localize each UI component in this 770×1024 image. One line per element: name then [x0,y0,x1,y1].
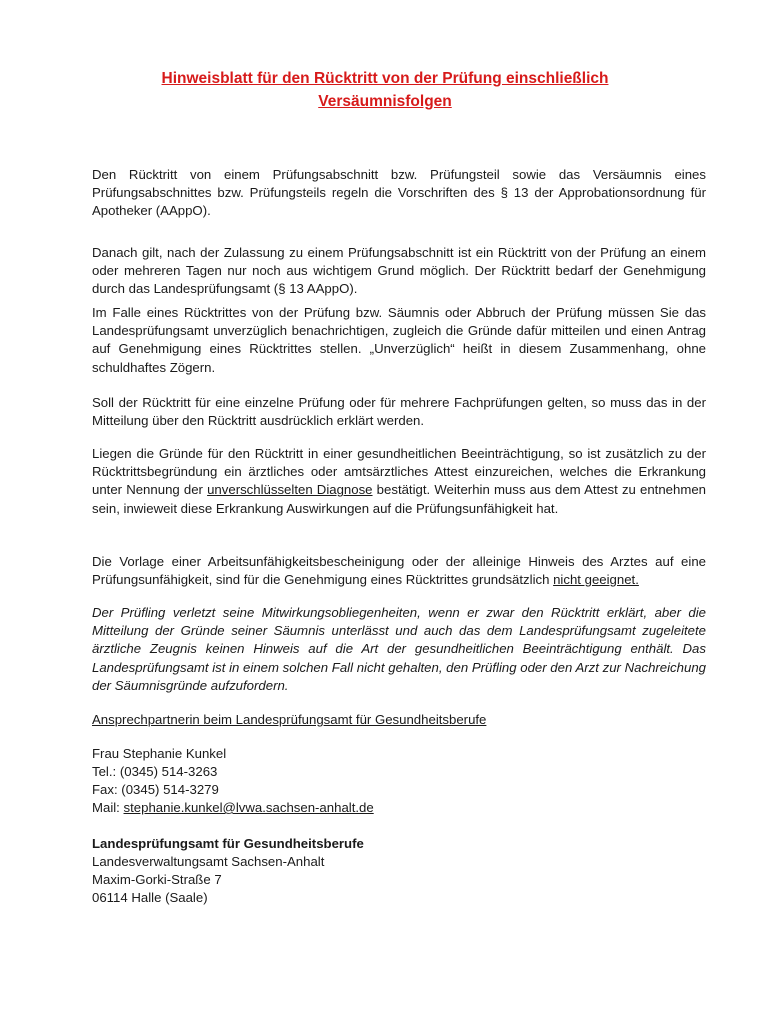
address-city: 06114 Halle (Saale) [92,890,208,905]
address-org: Landesprüfungsamt für Gesundheitsberufe [92,836,364,851]
paragraph-notification-duty: Im Falle eines Rücktrittes von der Prüfung bzw. Säumnis oder Abbruch der Prüfung müssen Sie das Landesprüfungsamt unverzüglich benachrichtigen, zugleich die Gründe dafür mitteilen und einen Antrag auf Genehmigung eines Rücktrittes stellen. „Unverzüglich“ heißt in diesem Zusammenhang, ohne schuldhaftes Zögern. [92,305,706,375]
address-street: Maxim-Gorki-Straße 7 [92,872,222,887]
contact-mail-line [92,799,374,817]
diagnosis-emphasis: unverschlüsselten Diagnose [207,482,373,498]
paragraph-medical-certificate [92,445,706,518]
paragraph-withdrawal-rule: Danach gilt, nach der Zulassung zu einem Prüfungsabschnitt ist ein Rücktritt von der Prüfung an einem oder mehreren Tagen nur noch aus wichtigem Grund möglich. Der Rücktritt bedarf der Genehmigung durch das Landesprüfungsamt (§ 13 AAppO). [92,245,706,297]
title-line-1: Hinweisblatt für den Rücktritt von der Prüfung einschließlich [161,70,609,87]
contact-tel: Tel.: (0345) 514-3263 [92,764,218,779]
contact-name: Frau Stephanie Kunkel [92,746,227,761]
contact-fax: Fax: (0345) 514-3279 [92,782,219,797]
contact-email-link[interactable]: stephanie.kunkel@lvwa.sachsen-anhalt.de [123,800,374,815]
paragraph-incapacity-text: Die Vorlage einer Arbeitsunfähigkeitsbescheinigung oder der alleinige Hinweis des Arztes auf eine Prüfungsunfähigkeit, sind für die Genehmigung eines Rücktrittes grundsätzlich [92,554,706,588]
paragraph-medical-certificate-text-b: bestätigt. Weiterhin muss aus dem Attest zu entnehmen sein, inwieweit diese Erkrankung Auswirkungen auf die Prüfungsunfähigkeit hat. [92,482,707,516]
address-authority: Landesverwaltungsamt Sachsen-Anhalt [92,854,325,869]
paragraph-legal-basis: Den Rücktritt von einem Prüfungsabschnitt bzw. Prüfungsteil sowie das Versäumnis eines Prüfungsabschnittes bzw. Prüfungsteils regeln die Vorschriften des § 13 der Approbationsordnung für Apotheker (AAppO). [92,167,706,219]
title-line-2: Versäumnisfolgen [318,93,452,110]
paragraph-incapacity-note [92,553,706,589]
paragraph-scope: Soll der Rücktritt für eine einzelne Prüfung oder für mehrere Fachprüfungen gelten, so muss das in der Mitteilung über den Rücktritt ausdrücklich erklärt werden. [92,395,706,429]
page-title [60,67,710,113]
contact-heading: Ansprechpartnerin beim Landesprüfungsamt für Gesundheitsberufe [92,712,487,727]
paragraph-medical-certificate-text-a: Liegen die Gründe für den Rücktritt in einer gesundheitlichen Beeinträchtigung, so ist zusätzlich zu der Rücktrittsbegründung ein ärztliches oder amtsärztliches Attest einzureichen, welches die Erkrankung unter Nennung der [92,446,706,498]
not-suitable-emphasis: nicht geeignet. [553,572,639,588]
paragraph-obligations-italic: Der Prüfling verletzt seine Mitwirkungsobliegenheiten, wenn er zwar den Rücktritt erklärt, aber die Mitteilung der Gründe seiner Säumnis unterlässt und auch das dem Landesprüfungsamt zugeleitete ärztliche Zeugnis keinen Hinweis auf die Art der gesundheitlichen Beeinträchtigung enthält. Das Landesprüfungsamt ist in einem solchen Fall nicht gehalten, den Prüfling oder den Arzt zur Nachreichung der Säumnisgründe aufzufordern. [92,605,706,693]
contact-mail-label: Mail: [92,800,124,815]
